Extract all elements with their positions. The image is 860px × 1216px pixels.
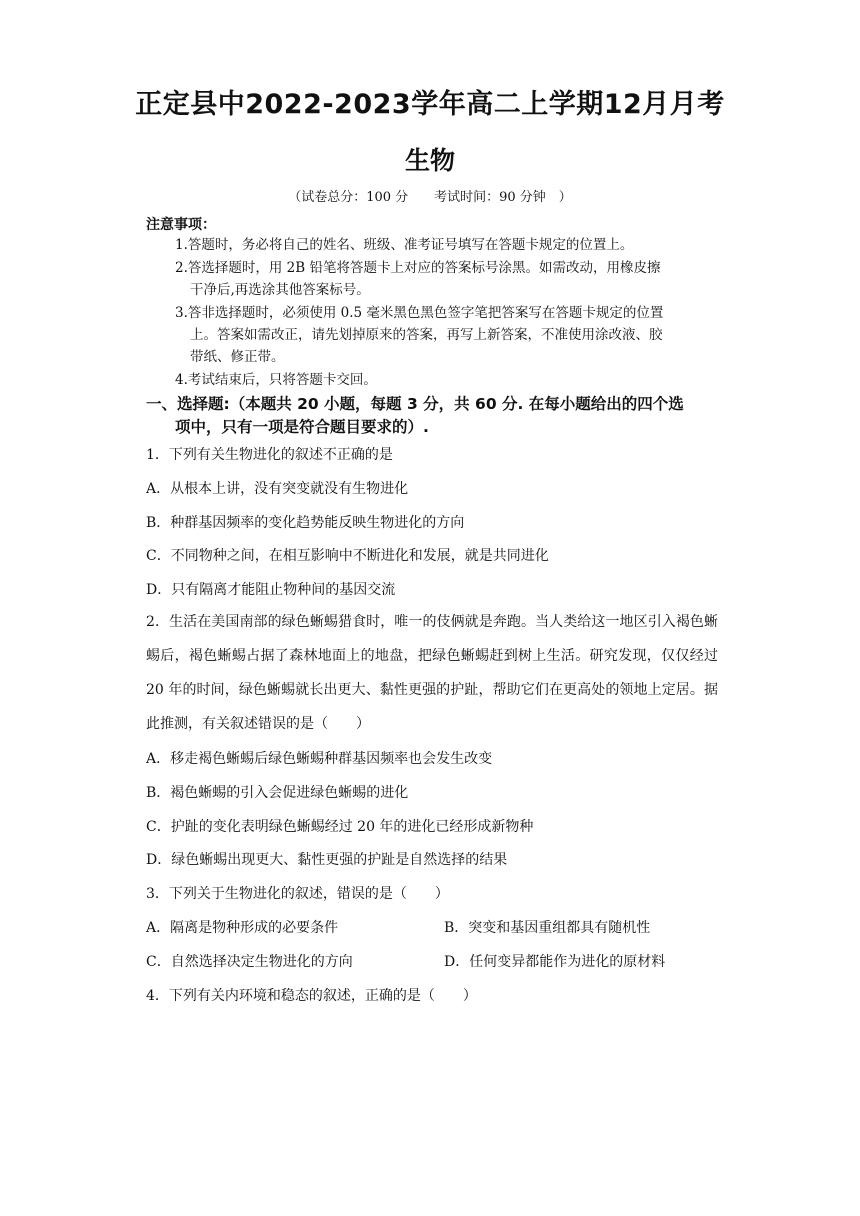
question-1-option-b: B．种群基因频率的变化趋势能反映生物进化的方向 bbox=[146, 515, 465, 531]
question-3-option-d: D．任何变异都能作为进化的原材料 bbox=[444, 954, 666, 970]
notice-item-1 bbox=[175, 234, 725, 256]
question-2-stem: 2．生活在美国南部的绿色蜥蜴猎食时，唯一的伎俩就是奔跑。当人类给这一地区引入褐色蜥蜴后，褐色蜥蜴占据了森林地面上的地盘，把绿色蜥蜴赶到树上生活。研究发现，仅仅经过 20 年的时间，绿色蜥蜴就长出更大、黏性更强的护趾，帮助它们在更高处的领地上定居。据此推测，有关叙述错误的是（ ） bbox=[146, 614, 718, 732]
question-3-stem: 3．下列关于生物进化的叙述，错误的是（ ） bbox=[146, 886, 449, 902]
question-1-option-a: A．从根本上讲，没有突变就没有生物进化 bbox=[146, 481, 409, 497]
notice-item-text: 2.答选择题时，用 2B 铅笔将答题卡上对应的答案标号涂黑。如需改动，用橡皮擦 bbox=[175, 260, 661, 276]
notice-item-text: 3.答非选择题时，必须使用 0.5 毫米黑色黑色签字笔把答案写在答题卡规定的位置 bbox=[175, 305, 664, 321]
section-heading bbox=[146, 393, 726, 439]
question-1-option-c: C．不同物种之间，在相互影响中不断进化和发展，就是共同进化 bbox=[146, 548, 549, 564]
question-3-option-b: B．突变和基因重组都具有随机性 bbox=[444, 920, 651, 936]
exam-subject: 生物 bbox=[404, 146, 455, 175]
question-2-option-d: D．绿色蜥蜴出现更大、黏性更强的护趾是自然选择的结果 bbox=[146, 852, 508, 868]
question-3-option-a: A．隔离是物种形成的必要条件 bbox=[146, 920, 339, 936]
notice-item-3 bbox=[175, 302, 725, 368]
question-2-option-a: A．移走褐色蜥蜴后绿色蜥蜴种群基因频率也会发生改变 bbox=[146, 751, 493, 767]
exam-title: 正定县中2022-2023学年高二上学期12月月考 bbox=[135, 89, 725, 120]
notice-item-text: 1.答题时，务必将自己的姓名、班级、准考证号填写在答题卡规定的位置上。 bbox=[175, 237, 634, 253]
question-4-stem: 4．下列有关内环境和稳态的叙述，正确的是（ ） bbox=[146, 988, 477, 1004]
notice-item-text: 4.考试结束后，只将答题卡交回。 bbox=[175, 372, 377, 388]
question-1-option-d: D．只有隔离才能阻止物种间的基因交流 bbox=[146, 582, 396, 598]
section-heading-line: 一、选择题:（本题共 20 小题，每题 3 分，共 60 分. 在每小题给出的四个选 bbox=[146, 395, 684, 413]
notice-item-2 bbox=[175, 257, 725, 301]
question-2-option-b: B．褐色蜥蜴的引入会促进绿色蜥蜴的进化 bbox=[146, 785, 409, 801]
notice-item-continuation: 带纸、修正带。 bbox=[190, 349, 285, 365]
notice-item-continuation: 干净后,再选涂其他答案标号。 bbox=[190, 282, 370, 298]
question-3-option-c: C．自然选择决定生物进化的方向 bbox=[146, 954, 353, 970]
question-1-stem: 1．下列有关生物进化的叙述不正确的是 bbox=[146, 447, 393, 463]
question-2-option-c: C．护趾的变化表明绿色蜥蜴经过 20 年的进化已经形成新物种 bbox=[146, 819, 534, 835]
exam-meta: （试卷总分：100 分 考试时间：90 分钟 ） bbox=[288, 190, 572, 205]
notice-heading: 注意事项： bbox=[146, 217, 216, 233]
notice-item-4 bbox=[175, 369, 725, 391]
section-heading-line: 项中，只有一项是符合题目要求的）. bbox=[175, 418, 429, 436]
notice-item-continuation: 上。答案如需改正，请先划掉原来的答案，再写上新答案，不准使用涂改液、胶 bbox=[190, 327, 663, 343]
